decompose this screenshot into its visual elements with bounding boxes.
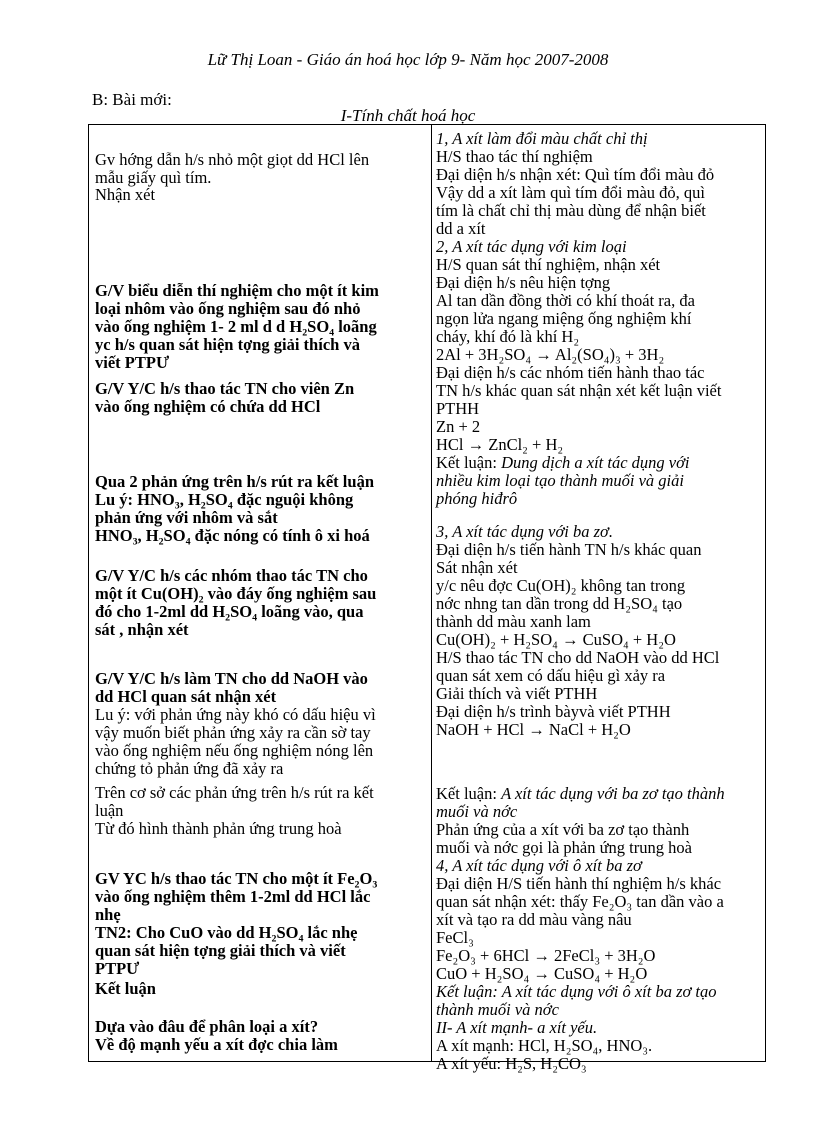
right-text-line: xít và tạo ra dd màu vàng nâu: [436, 910, 632, 929]
teacher-activity-column: [95, 125, 425, 1061]
left-text-line: vào ống nghiệm 1- 2 ml d d H₂SO₄ loãng: [95, 317, 377, 336]
right-text-line: Cu(OH)₂ + H₂SO₄ → CuSO₄ + H₂O: [436, 630, 676, 649]
left-text-line: HNO₃, H₂SO₄ đặc nóng có tính ô xi hoá: [95, 526, 370, 545]
right-text-line: Đại diện H/S tiến hành thí nghiệm h/s khác: [436, 874, 722, 893]
left-text-line: phản ứng với nhôm và sắt: [95, 508, 278, 527]
left-text-line: Từ đó hình thành phản ứng trung hoà: [95, 819, 342, 838]
right-text-line: cháy, khí đó là khí H₂: [436, 327, 580, 346]
left-text-line: Kết luận: [95, 979, 156, 998]
right-text-line: tím là chất chỉ thị màu dùng để nhận biết: [436, 201, 706, 220]
right-text-line: ngọn lửa ngang miệng ống nghiệm khí: [436, 309, 692, 328]
left-text-line: G/V biểu diễn thí nghiệm cho một ít kim: [95, 281, 379, 300]
left-text-line: Dựa vào đâu để phân loại a xít?: [95, 1017, 319, 1036]
right-text-line: 2Al + 3H₂SO₄ → Al₂(SO₄)₃ + 3H₂: [436, 345, 665, 364]
right-text-line: A xít yếu: H₂S, H₂CO₃: [436, 1054, 587, 1073]
right-text-line: y/c nêu đợc Cu(OH)₂ không tan trong: [436, 576, 686, 595]
left-text-line: Nhận xét: [95, 185, 156, 204]
document-header: Lữ Thị Loan - Giáo án hoá học lớp 9- Năm học 2007-2008: [207, 50, 609, 69]
left-text-line: G/V Y/C h/s các nhóm thao tác TN cho: [95, 566, 368, 585]
right-text-line: Đại diện h/s trình bàyvà viết PTHH: [436, 702, 671, 721]
right-text-line: Al tan dần đồng thời có khí thoát ra, đa: [436, 291, 695, 310]
right-text-line: H/S thao tác TN cho dd NaOH vào dd HCl: [436, 648, 720, 667]
lesson-table: [88, 124, 766, 1073]
right-text-line: HCl → ZnCl₂ + H₂: [436, 435, 564, 454]
right-text-line: nớc nhng tan dần trong dd H₂SO₄ tạo: [436, 594, 683, 613]
left-text-line: quan sát hiện tợng giải thích và viết: [95, 941, 346, 960]
right-text-line: 3, A xít tác dụng với ba zơ.: [436, 522, 613, 541]
right-text-line: H/S quan sát thí nghiệm, nhận xét: [436, 255, 661, 274]
section-title: I-Tính chất hoá học: [340, 106, 476, 125]
right-text-line: Giải thích và viết PTHH: [436, 684, 598, 703]
right-text-line: Đại diện h/s nhận xét: Quì tím đổi màu đỏ: [436, 165, 715, 184]
left-text-line: Trên cơ sở các phản ứng trên h/s rút ra kết: [95, 783, 374, 802]
left-text-line: loại nhôm vào ống nghiệm sau đó nhỏ: [95, 299, 361, 318]
right-text-line: Kết luận: Dung dịch a xít tác dụng với: [436, 453, 690, 472]
right-text-line: thành dd màu xanh lam: [436, 612, 591, 631]
right-text-line: FeCl₃: [436, 928, 474, 947]
right-text-line: phóng hiđrô: [436, 489, 518, 508]
left-text-line: đó cho 1-2ml dd H₂SO₄ loãng vào, qua: [95, 602, 364, 621]
right-text-line: 2, A xít tác dụng với kim loại: [436, 237, 627, 256]
left-text-line: dd HCl quan sát nhận xét: [95, 687, 277, 706]
left-text-line: TN2: Cho CuO vào dd H₂SO₄ lắc nhẹ: [95, 923, 358, 942]
right-text-line: 1, A xít làm đổi màu chất chỉ thị: [436, 129, 648, 148]
right-text-line: Zn + 2: [436, 417, 481, 436]
right-text-line: quan sát nhận xét: thấy Fe₂O₃ tan dần vào a: [436, 892, 724, 911]
left-text-line: Về độ mạnh yếu a xít đợc chia làm: [95, 1035, 338, 1054]
right-text-line: Đại diện h/s tiến hành TN h/s khác quan: [436, 540, 702, 559]
right-text-line: Kết luận: A xít tác dụng với ô xít ba zơ tạo: [436, 982, 717, 1001]
right-text-line: Đại diện h/s các nhóm tiến hành thao tác: [436, 363, 705, 382]
right-text-line: muối và nớc: [436, 802, 518, 821]
subheading: B: Bài mới:: [92, 90, 172, 109]
right-text-line: quan sát xem có dấu hiệu gì xảy ra: [436, 666, 666, 685]
left-text-line: viết PTPƯ: [95, 353, 170, 372]
left-text-line: nhẹ: [95, 905, 121, 924]
right-text-line: II- A xít mạnh- a xít yếu.: [436, 1018, 598, 1037]
right-text-line: TN h/s khác quan sát nhận xét kết luận viết: [436, 381, 722, 400]
right-text-line: CuO + H₂SO₄ → CuSO₄ + H₂O: [436, 964, 648, 983]
left-text-line: yc h/s quan sát hiện tợng giải thích và: [95, 335, 360, 354]
right-text-line: A xít mạnh: HCl, H₂SO₄, HNO₃.: [436, 1036, 653, 1055]
student-activity-column: [436, 125, 762, 1073]
right-text-line: Fe₂O₃ + 6HCl → 2FeCl₃ + 3H₂O: [436, 946, 656, 965]
right-text-line: Vậy dd a xít làm quì tím đổi màu đỏ, quì: [436, 183, 706, 202]
left-text-line: luận: [95, 801, 124, 820]
right-text-line: Kết luận: A xít tác dụng với ba zơ tạo thành: [436, 784, 725, 803]
right-text-line: PTHH: [436, 399, 480, 418]
left-text-line: Gv hớng dẫn h/s nhỏ một giọt dd HCl lên: [95, 150, 370, 169]
left-text-line: một ít Cu(OH)₂ vào đáy ống nghiệm sau: [95, 584, 377, 603]
right-text-line: muối và nớc gọi là phản ứng trung hoà: [436, 838, 692, 857]
left-text-line: sát , nhận xét: [95, 620, 189, 639]
right-text-line: nhiều kim loại tạo thành muối và giải: [436, 471, 684, 490]
left-text-line: G/V Y/C h/s thao tác TN cho viên Zn: [95, 379, 355, 398]
right-text-line: H/S thao tác thí nghiệm: [436, 147, 593, 166]
left-text-line: chứng tỏ phản ứng đã xảy ra: [95, 759, 284, 778]
right-text-line: Phản ứng của a xít với ba zơ tạo thành: [436, 820, 690, 839]
right-text-line: thành muối và nớc: [436, 1000, 559, 1019]
left-text-line: vào ống nghiệm có chứa dd HCl: [95, 397, 321, 416]
left-text-line: vào ống nghiệm thêm 1-2ml dd HCl lắc: [95, 887, 371, 906]
right-text-line: Sát nhận xét: [436, 558, 518, 577]
left-text-line: Lu ý: HNO₃, H₂SO₄ đặc nguội không: [95, 490, 354, 509]
left-text-line: vậy muốn biết phản ứng xảy ra cần sờ tay: [95, 723, 371, 742]
right-text-line: NaOH + HCl → NaCl + H₂O: [436, 720, 631, 739]
left-text-line: GV YC h/s thao tác TN cho một ít Fe₂O₃: [95, 869, 378, 888]
left-text-line: vào ống nghiệm nếu ống nghiệm nóng lên: [95, 741, 374, 760]
left-text-line: Lu ý: với phản ứng này khó có dấu hiệu vì: [95, 705, 376, 724]
left-text-line: mẫu giấy quì tím.: [95, 168, 212, 187]
right-text-line: Đại diện h/s nêu hiện tợng: [436, 273, 611, 292]
left-text-line: G/V Y/C h/s làm TN cho dd NaOH vào: [95, 669, 368, 688]
column-divider: [431, 125, 432, 1061]
right-text-line: 4, A xít tác dụng với ô xít ba zơ: [436, 856, 642, 875]
left-text-line: Qua 2 phản ứng trên h/s rút ra kết luận: [95, 472, 374, 491]
left-text-line: PTPƯ: [95, 959, 140, 978]
right-text-line: dd a xít: [436, 219, 486, 238]
